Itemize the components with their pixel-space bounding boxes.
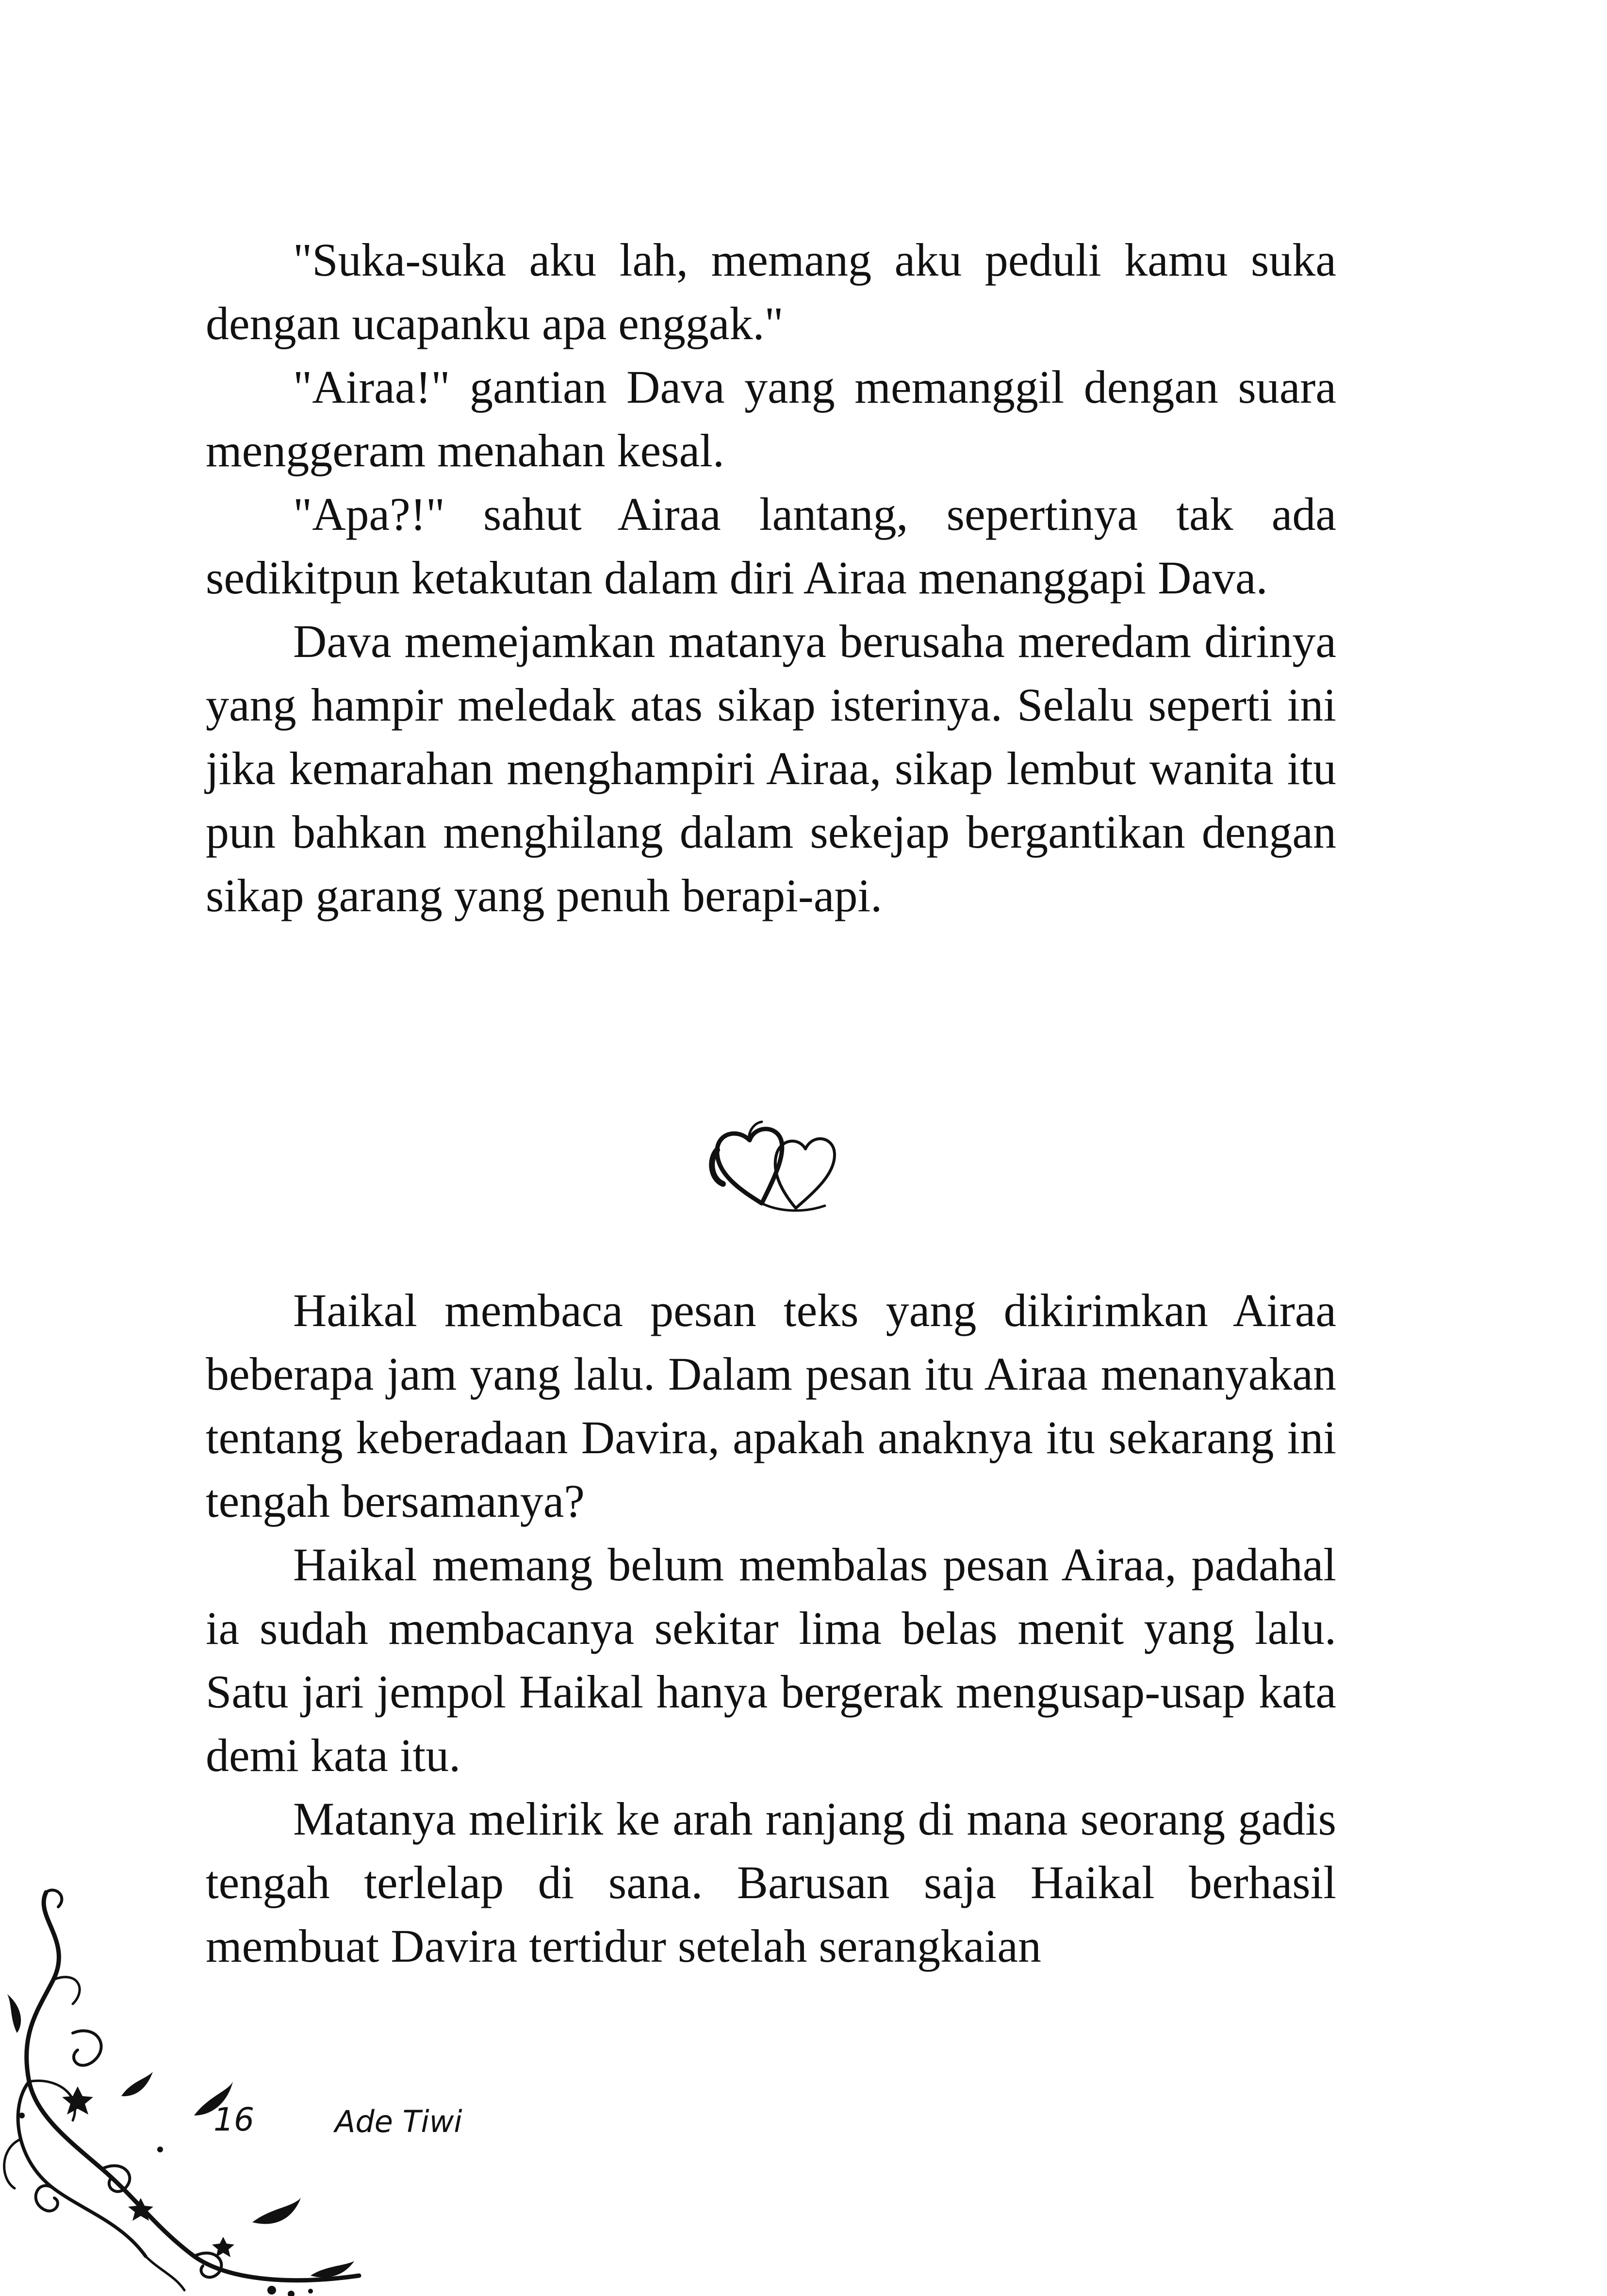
- paragraph: "Apa?!" sahut Airaa lantang, sepertinya tak ada sedikitpun ketakutan dalam diri Airaa menanggapi Dava.: [206, 488, 1336, 604]
- text-block-top: [206, 228, 1336, 927]
- paragraph: "Suka-suka aku lah, memang aku peduli kamu suka dengan ucapanku apa enggak.": [206, 234, 1336, 349]
- page-number: 16: [213, 2101, 254, 2138]
- text-block-bottom: [206, 1279, 1336, 1978]
- double-heart-icon: [704, 1106, 849, 1223]
- paragraph: "Airaa!" gantian Dava yang memanggil dengan suara menggeram menahan kesal.: [206, 361, 1336, 476]
- paragraph: Haikal membaca pesan teks yang dikirimkan Airaa beberapa jam yang lalu. Dalam pesan itu Airaa menanyakan tentang keberadaan Davira, apakah anaknya itu sekarang ini tengah bersamanya?: [206, 1284, 1336, 1527]
- author-name: Ade Tiwi: [335, 2104, 462, 2139]
- paragraph: Dava memejamkan matanya berusaha meredam dirinya yang hampir meledak atas sikap isterinya. Selalu seperti ini jika kemarahan menghampiri Airaa, sikap lembut wanita itu pun bahkan menghilang dalam sekejap bergantikan dengan sikap garang yang penuh berapi-api.: [206, 615, 1336, 921]
- paragraph: Haikal memang belum membalas pesan Airaa, padahal ia sudah membacanya sekitar lima belas menit yang lalu. Satu jari jempol Haikal hanya bergerak mengusap-usap kata demi kata itu.: [206, 1539, 1336, 1781]
- floral-corner-ornament-icon: [0, 1887, 383, 2296]
- paragraph: Matanya melirik ke arah ranjang di mana seorang gadis tengah terlelap di sana. Barusan saja Haikal berhasil membuat Davira tertidur setelah serangkaian: [206, 1793, 1336, 1972]
